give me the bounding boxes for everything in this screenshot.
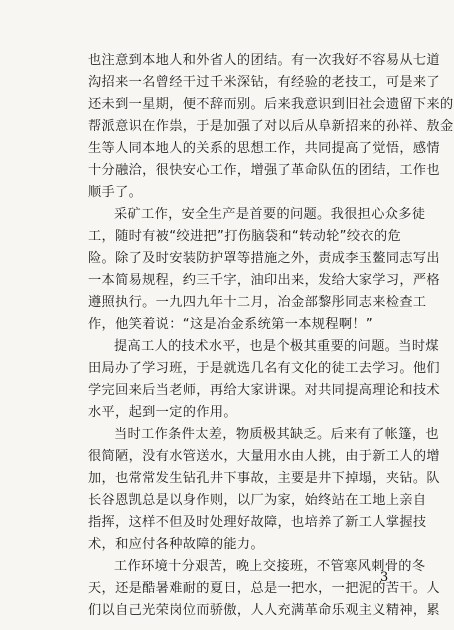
text-line: 水平，起到一定的作用。 [88,405,237,420]
text-line: 工，随时有被“绞进把”打伤脑袋和“转动轮”绞衣的危 [88,229,402,244]
text-line: 田局办了学习班，于是就选几名有文化的徒工去学习。他们 [88,361,440,376]
text-line: 天，还是酷暑难耐的夏日，总是一把水，一把泥的苦干。人 [88,581,440,596]
text-line: 帮派意识在作祟，于是加强了对以后从阜新招来的孙祥、敖金 [88,119,454,134]
text-line: 十分融洽，很快安心工作，增强了革命队伍的团结，工作也 [88,163,440,178]
paragraph-4 [88,424,440,556]
text-line: 指挥，这样不但及时处理好故障，也培养了新工人掌握技 [88,515,427,530]
text-line: 当时工作条件太差，物质极其缺乏。后来有了帐篷，也 [114,427,439,442]
text-line: 一本简易规程，约三千字，油印出来，发给大家学习，严格 [88,273,440,288]
paragraph-3 [88,336,440,424]
text-line: 险。除了及时安装防护罩等措施之外，责成李玉鳌同志写出 [88,251,440,266]
text-line: 加，也常常发生钻孔井下事故，主要是井下掉塌，夹钻。队 [88,471,440,486]
paragraph-5 [88,556,440,622]
body-text [88,50,454,622]
text-line: 生等人同本地人的关系的思想工作，共同提高了觉悟，感情 [88,141,440,156]
text-line: 学完回来后当老师，再给大家讲课。对共同提高理论和技术 [88,383,440,398]
page-number: 3 [380,570,389,585]
text-line: 提高工人的技术水平，也是个极其重要的问题。当时煤 [114,339,439,354]
text-line: 们以自己光荣岗位而骄傲，人人充满革命乐观主义精神，累 [88,603,440,618]
text-line: 沟招来一名曾经干过千米深钻，有经验的老技工，可是来了 [88,75,440,90]
text-line: 很简陋，没有水管送水，大量用水由人挑，由于新工人的增 [88,449,440,464]
text-line: 也注意到本地人和外省人的团结。有一次我好不容易从七道 [88,53,440,68]
text-line: 作，他笑着说：“这是冶金系统第一本规程啊！” [88,317,374,332]
text-line: 遵照执行。一九四九年十二月，冶金部黎彤同志来检查工 [88,295,427,310]
text-line: 术，和应付各种故障的能力。 [88,537,264,552]
paragraph-1 [88,50,454,204]
text-line: 长谷恩凯总是以身作则，以厂为家，始终站在工地上亲自 [88,493,427,508]
text-line: 工作环境十分艰苦，晚上交接班，不管寒风刺骨的冬 [114,559,426,574]
text-line: 采矿工作，安全生产是首要的问题。我很担心众多徒 [114,207,426,222]
text-line: 还未到一星期，便不辞而别。后来我意识到旧社会遗留下来的 [88,97,454,112]
paragraph-2 [88,204,440,336]
text-line: 顺手了。 [88,185,143,200]
